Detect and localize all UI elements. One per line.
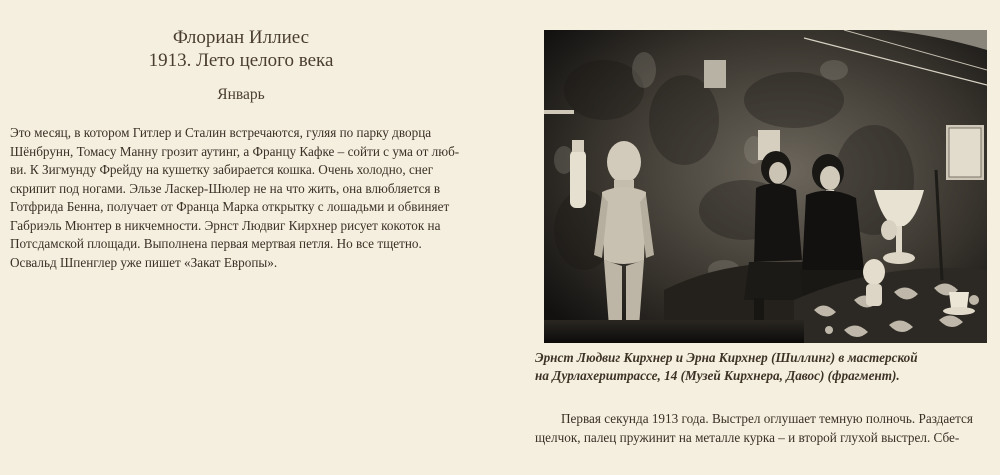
intro-line: ви. К Зигмунду Фрейду на кушетку забирается кошка. Очень холодно, снег: [10, 162, 434, 177]
intro-line: Шёнбрунн, Томасу Манну грозит аутинг, а Францу Кафке – сойти с ума от люб-: [10, 143, 460, 159]
studio-photo-image: [544, 30, 987, 343]
book-author: Флориан Иллиес: [172, 27, 310, 48]
book-title: 1913. Лето целого века: [148, 50, 334, 71]
intro-line: Освальд Шпенглер уже пишет «Закат Европы».: [10, 254, 278, 270]
intro-line: Потсдамской площади. Выполнена первая мертвая петля. Но все тщетно.: [10, 236, 422, 251]
caption-line: на Дурлахерштрассе, 14 (Музей Кирхнера, Давос) (фрагмент).: [535, 368, 900, 383]
intro-line: Габриэль Мюнтер в никчемности. Эрнст Людвиг Кирхнер рисует кокоток на: [10, 217, 441, 233]
body-line: Первая секунда 1913 года. Выстрел оглушает темную полночь. Раздается: [561, 411, 973, 426]
intro-line: Готфрида Бенна, получает от Франца Марка открытку с лошадьми и обвиняет: [10, 199, 450, 214]
intro-line: скрипит под ногами. Эльзе Ласкер-Шюлер не на что жить, она влюбляется в: [10, 180, 441, 196]
intro-paragraph: [10, 124, 472, 272]
right-column: [535, 30, 985, 447]
body-paragraph: [535, 409, 985, 447]
intro-line: Это месяц, в котором Гитлер и Сталин встречаются, гуляя по парку дворца: [10, 125, 432, 140]
caption-line: Эрнст Людвиг Кирхнер и Эрна Кирхнер (Шиллинг) в мастерской: [535, 350, 918, 365]
body-line: щелчок, палец пружинит на металле курка – и второй глухой выстрел. Сбе-: [535, 430, 960, 445]
photo-caption: [535, 349, 985, 385]
left-column: [10, 26, 472, 272]
studio-photo: [544, 30, 987, 343]
chapter-title: Январь: [217, 86, 265, 103]
